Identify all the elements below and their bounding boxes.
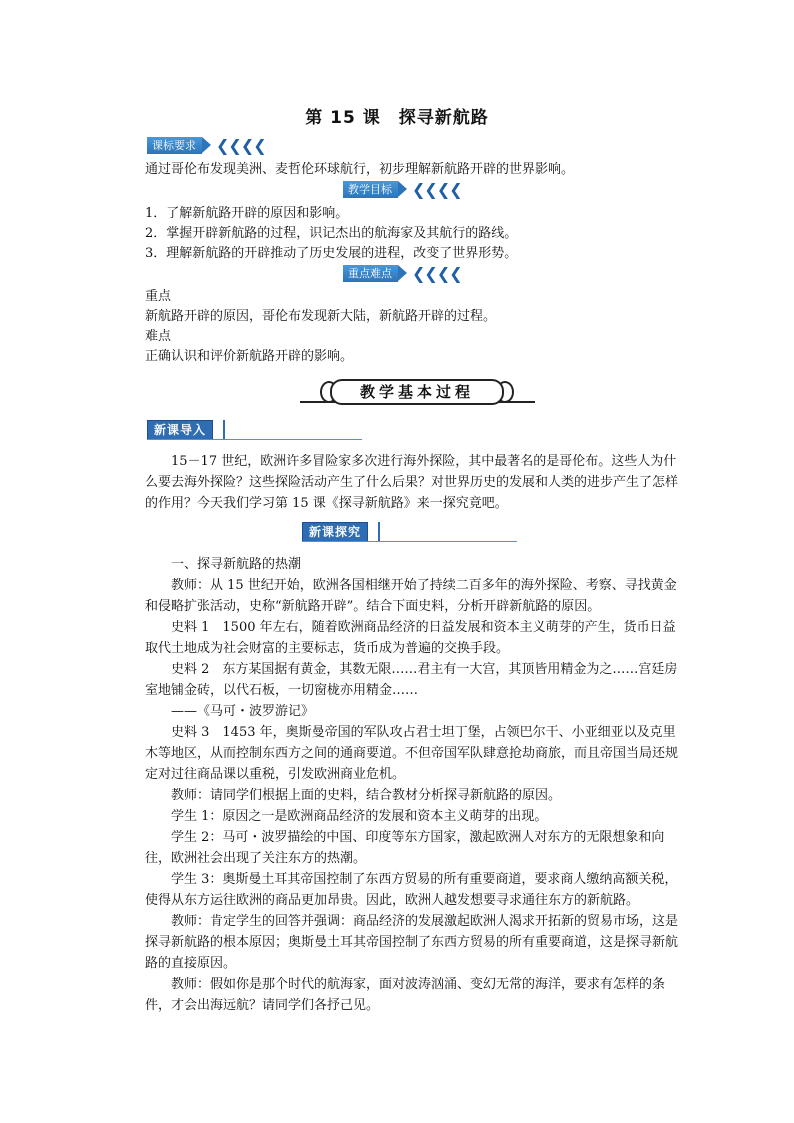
student-paragraph: 学生 1：原因之一是欧洲商品经济的发展和资本主义萌芽的出现。 <box>171 809 548 824</box>
chevron-icon: ❮❮❮❮ <box>412 180 462 199</box>
key-label: 重点 <box>145 289 172 304</box>
keypoints-tag-label: 重点难点 <box>343 265 398 282</box>
student-paragraph: 学生 2：马可・波罗描绘的中国、印度等东方国家，激起欧洲人对东方的无限想象和向往，欧洲社会出现了关注东方的热潮。 <box>145 830 665 866</box>
goals-tag <box>343 181 462 198</box>
student-paragraph: 学生 3：奥斯曼土耳其帝国控制了东西方贸易的所有重要商道，要求商人缴纳高额关税，使得从东方运往欧洲的商品更加昂贵。因此，欧洲人越发想要寻求通往东方的新航路。 <box>145 872 678 908</box>
tag-bar <box>378 522 380 542</box>
chevron-icon: ❮❮❮❮ <box>412 264 462 283</box>
explore-tag <box>302 522 517 542</box>
chevron-icon: ❮❮❮❮ <box>216 136 266 155</box>
goal-item: 2．掌握开辟新航路的过程，识记杰出的航海家及其航行的路线。 <box>145 226 518 241</box>
teacher-paragraph: 教师：请同学们根据上面的史料，结合教材分析探寻新航路的原因。 <box>171 788 562 803</box>
teacher-paragraph: 教师：肯定学生的回答并强调：商品经济的发展激起欧洲人渴求开拓新的贸易市场，这是探寻新航路的根本原因；奥斯曼土耳其帝国控制了东西方贸易的所有重要商道，这是探寻新航路的直接原因。 <box>145 914 679 971</box>
teacher-paragraph: 教师：假如你是那个时代的航海家，面对波涛汹涌、变幻无常的海洋，要求有怎样的条件，才会出海远航？请同学们各抒己见。 <box>145 977 666 1013</box>
standard-text: 通过哥伦布发现美洲、麦哲伦环球航行，初步理解新航路开辟的世界影响。 <box>145 162 575 177</box>
standard-tag-label: 课标要求 <box>147 137 202 154</box>
lesson-title: 第 15 课 探寻新航路 <box>305 108 489 128</box>
standard-tag <box>147 137 266 154</box>
intro-tag <box>147 420 362 440</box>
tag-bar <box>223 420 225 440</box>
key-text: 新航路开辟的原因，哥伦布发现新大陆，新航路开辟的过程。 <box>145 309 497 324</box>
section-heading: 一、探寻新航路的热潮 <box>171 557 302 572</box>
process-banner <box>300 377 535 407</box>
intro-text: 15－17 世纪，欧洲许多冒险家多次进行海外探险，其中最著名的是哥伦布。这些人为什么要去海外探险？这些探险活动产生了什么后果？对世界历史的发展和人类的进步产生了怎样的作用？今天我们学习第 15 课《探寻新航路》来一探究竟吧。 <box>145 454 679 511</box>
keypoints-tag <box>343 265 462 282</box>
explore-tag-label: 新课探究 <box>302 522 368 542</box>
tag-underline <box>147 439 362 440</box>
difficulty-label: 难点 <box>145 329 172 344</box>
goal-item: 1．了解新航路开辟的原因和影响。 <box>145 206 349 221</box>
goal-item: 3．理解新航路的开辟推动了历史发展的进程，改变了世界形势。 <box>145 246 518 261</box>
intro-tag-label: 新课导入 <box>147 420 213 440</box>
tag-underline <box>302 541 517 542</box>
source-paragraph: 史料 1 1500 年左右，随着欧洲商品经济的日益发展和资本主义萌芽的产生，货币日益取代土地成为社会财富的主要标志，货币成为普遍的交换手段。 <box>145 620 676 656</box>
source-citation: ——《马可・波罗游记》 <box>171 704 315 719</box>
goals-tag-label: 教学目标 <box>343 181 398 198</box>
teacher-paragraph: 教师：从 15 世纪开始，欧洲各国相继开始了持续二百多年的海外探险、考察、寻找黄金和侵略扩张活动，史称“新航路开辟”。结合下面史料，分析开辟新航路的原因。 <box>145 578 677 614</box>
source-paragraph: 史料 3 1453 年，奥斯曼帝国的军队攻占君士坦丁堡，占领巴尔干、小亚细亚以及克里木等地区，从而控制东西方之间的通商要道。不但帝国军队肆意抢劫商旅，而且帝国当局还规定对过往商品课以重税，引发欧洲商业危机。 <box>145 725 679 782</box>
source-paragraph: 史料 2 东方某国据有黄金，其数无限……君主有一大宫，其顶皆用精金为之……宫廷房室地铺金砖，以代石板，一切窗栊亦用精金…… <box>145 662 678 698</box>
difficulty-text: 正确认识和评价新航路开辟的影响。 <box>145 349 354 364</box>
process-banner-label: 教学基本过程 <box>330 379 504 405</box>
